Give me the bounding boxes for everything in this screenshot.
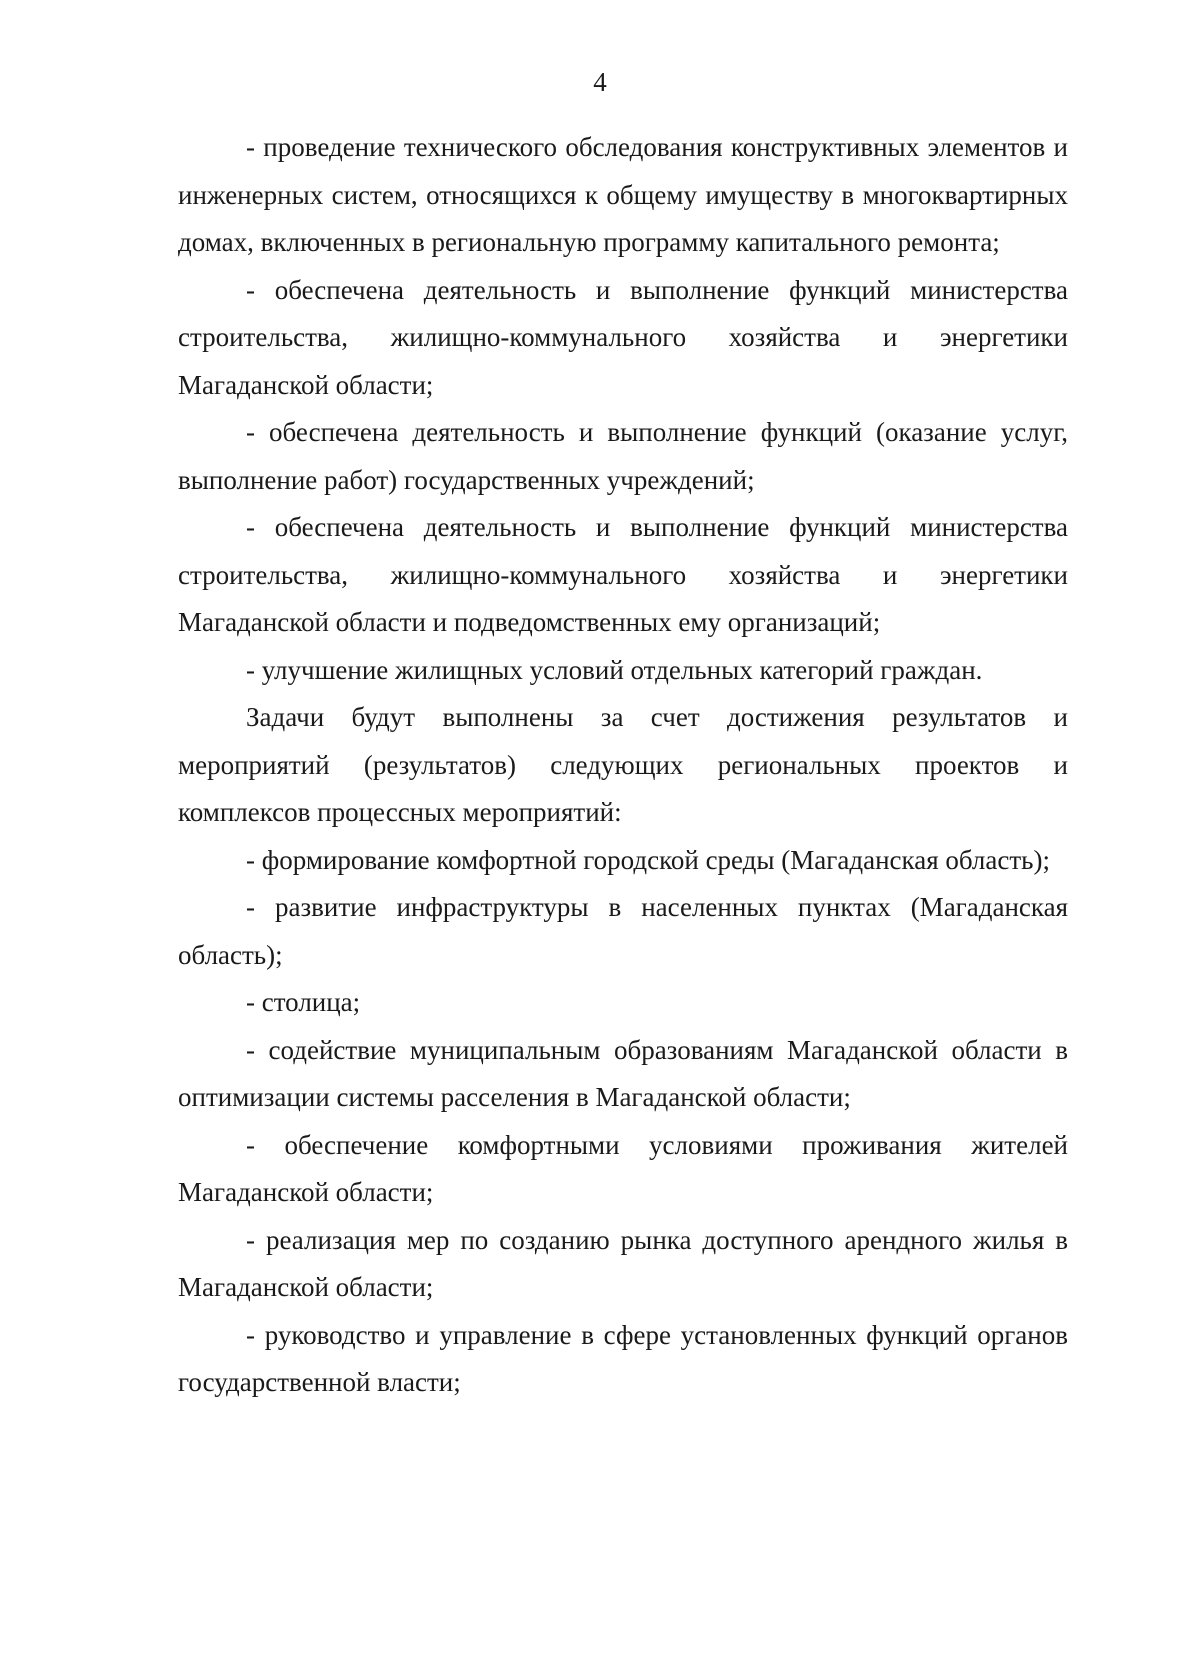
document-body — [178, 124, 1068, 1407]
paragraph: - обеспечена деятельность и выполнение функций министерства строительства, жилищно-коммунального хозяйства и энергетики Магаданской области и подведомственных ему организаций; — [178, 512, 1068, 637]
paragraph: - обеспечение комфортными условиями проживания жителей Магаданской области; — [178, 1129, 1068, 1207]
paragraph: - обеспечена деятельность и выполнение функций (оказание услуг, выполнение работ) государственных учреждений; — [178, 417, 1068, 495]
paragraph: - улучшение жилищных условий отдельных категорий граждан. — [246, 654, 983, 685]
paragraph: - столица; — [246, 987, 361, 1017]
paragraph: - реализация мер по созданию рынка доступного арендного жилья в Магаданской области; — [178, 1224, 1068, 1302]
paragraph: - обеспечена деятельность и выполнение функций министерства строительства, жилищно-коммунального хозяйства и энергетики Магаданской области; — [178, 274, 1068, 400]
paragraph: - развитие инфраструктуры в населенных пунктах (Магаданская область); — [178, 892, 1068, 970]
paragraph: - проведение технического обследования конструктивных элементов и инженерных систем, относящихся к общему имуществу в многоквартирных домах, включенных в региональную программу капитального ремонта; — [178, 132, 1068, 257]
paragraph: - руководство и управление в сфере установленных функций органов государственной власти; — [178, 1319, 1068, 1397]
page-number: 4 — [593, 67, 607, 97]
paragraph: Задачи будут выполнены за счет достижения результатов и мероприятий (результатов) следующих региональных проектов и комплексов процессных мероприятий: — [178, 702, 1068, 827]
paragraph: - формирование комфортной городской среды (Магаданская область); — [246, 844, 1050, 875]
paragraph: - содействие муниципальным образованиям Магаданской области в оптимизации системы расселения в Магаданской области; — [178, 1034, 1068, 1112]
